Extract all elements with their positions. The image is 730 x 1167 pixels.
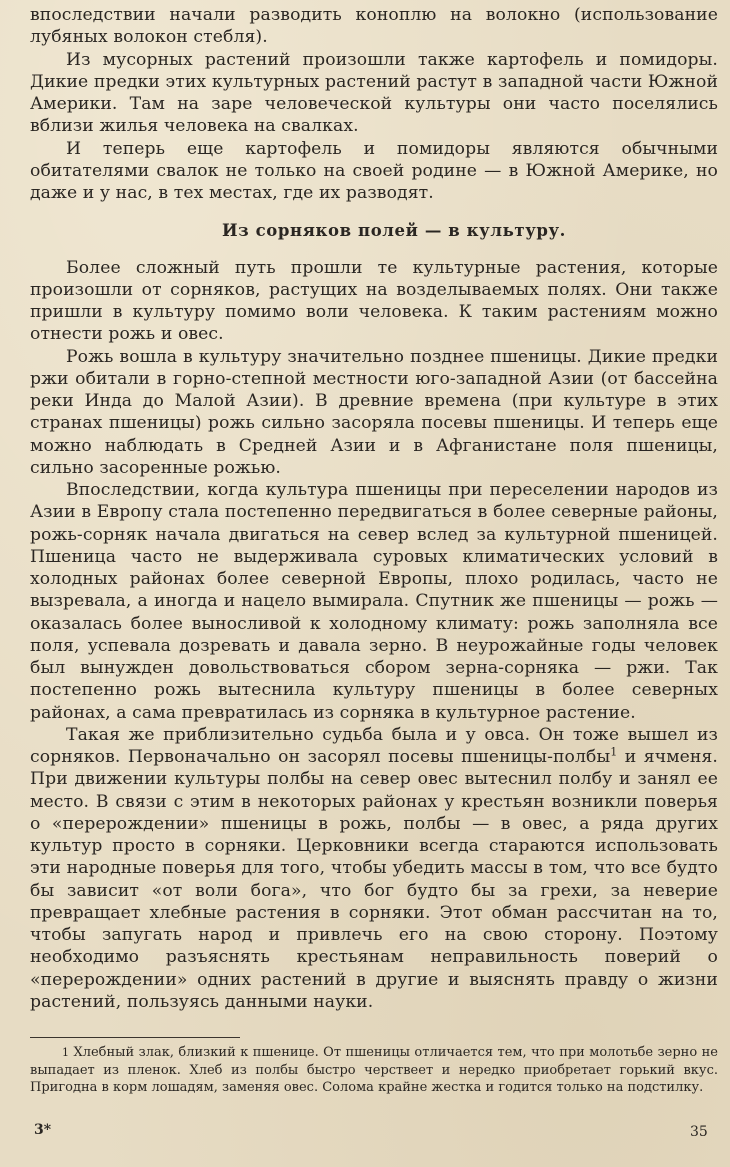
section-heading: Из сорняков полей — в культуру. [221,221,567,241]
paragraph-dumps: И теперь еще картофель и помидоры являются обычными обитателями свалок не только на своей родине — в Южной Америке, но даже и у нас, в тех местах, где их разводят. [30,138,718,203]
paragraph-rye-north: Впоследствии, когда культура пшеницы при переселении народов из Азии в Европу стала постепенно передвигаться в более северные районы, рожь-сорняк начала двигаться на север вслед за культурной пшеницей. Пшеница часто не выдерживала суровых климатических условий в холодных районах более северной Европы, плохо родилась, часто не вызревала, а иногда и нацело вымирала. Спутник же пшеницы — рожь — оказалась более выносливой к холодному климату: рожь заполняла все поля, успевала дозревать и давала зерно. В неурожайные годы человек был вынужден довольствоваться сбором зерна-сорняка — ржи. Так постепенно рожь вытеснила культуру пшеницы в более северных районах, а сама превратилась из сорняка в культурное растение. [30,480,718,723]
signature-mark: 3* [34,1122,52,1138]
paragraph-potatoes-tomatoes: Из мусорных растений произошли также картофель и помидоры. Дикие предки этих культурных растений растут в западной части Южной Америки. Там на заре человеческой культуры они часто поселялись вблизи жилья человека на свалках. [30,49,718,137]
footnote-text: Хлебный злак, близкий к пшенице. От пшеницы отличается тем, что при молотьбе зерно не выпадает из пленок. Хлеб из полбы быстро черствеет и нередко приобретает горький вкус. Пригодна в корм лошадям, заменяя овес. Солома крайне жестка и годится только на подстилку. [30,1045,718,1096]
paragraph-rye: Рожь вошла в культуру значительно позднее пшеницы. Дикие предки ржи обитали в горно-степной местности юго-западной Азии (от бассейна реки Инда до Малой Азии). В древние времена (при культуре в этих странах пшеницы) рожь сильно засоряла посевы пшеницы. И теперь еще можно наблюдать в Средней Азии и в Афганистане поля пшеницы, сильно засоренные рожью. [30,346,718,478]
footnote-mark: 1 [62,1046,69,1059]
paragraph-complex-path: Более сложный путь прошли те культурные растения, которые произошли от сорняков, растущих на возделываемых полях. Они также пришли в культуру помимо воли человека. К таким растениям можно отнести рожь и овес. [30,257,718,345]
paragraph-continued: впоследствии начали разводить коноплю на волокно (использование лубяных волокон стебля). [30,5,718,48]
footnote [30,1044,718,1097]
main-text [30,4,718,1013]
oats-text-end: и ячменя. При движении культуры полбы на север овес вытеснил полбу и занял ее место. В связи с этим в некоторых районах у крестьян возникли поверья о «перерождении» пшеницы в рожь, полбы — в овес, а ряда других культур просто в сорняки. Церковники всегда стараются использовать эти народные поверья для того, чтобы убедить массы в том, что все будто бы зависит «от воли бога», что бог будто бы за грехи, за неверие превращает хлебные растения в сорняки. Этот обман рассчитан на то, чтобы запугать народ и привлечь его на свою сторону. Поэтому необходимо разъяснять крестьянам неправильность поверий о «перерождении» одних растений в другие и выяснять правду о жизни растений, пользуясь данными науки. [30,747,718,1012]
paragraph-oats [30,724,718,1013]
footnote-divider [30,1037,240,1038]
footnote-reference: 1 [610,745,618,759]
page-number: 35 [690,1124,708,1140]
oats-text-start: Такая же приблизительно судьба была и у овса. Он тоже вышел из сорняков. Первоначально он засорял посевы пшеницы-полбы [30,724,718,767]
